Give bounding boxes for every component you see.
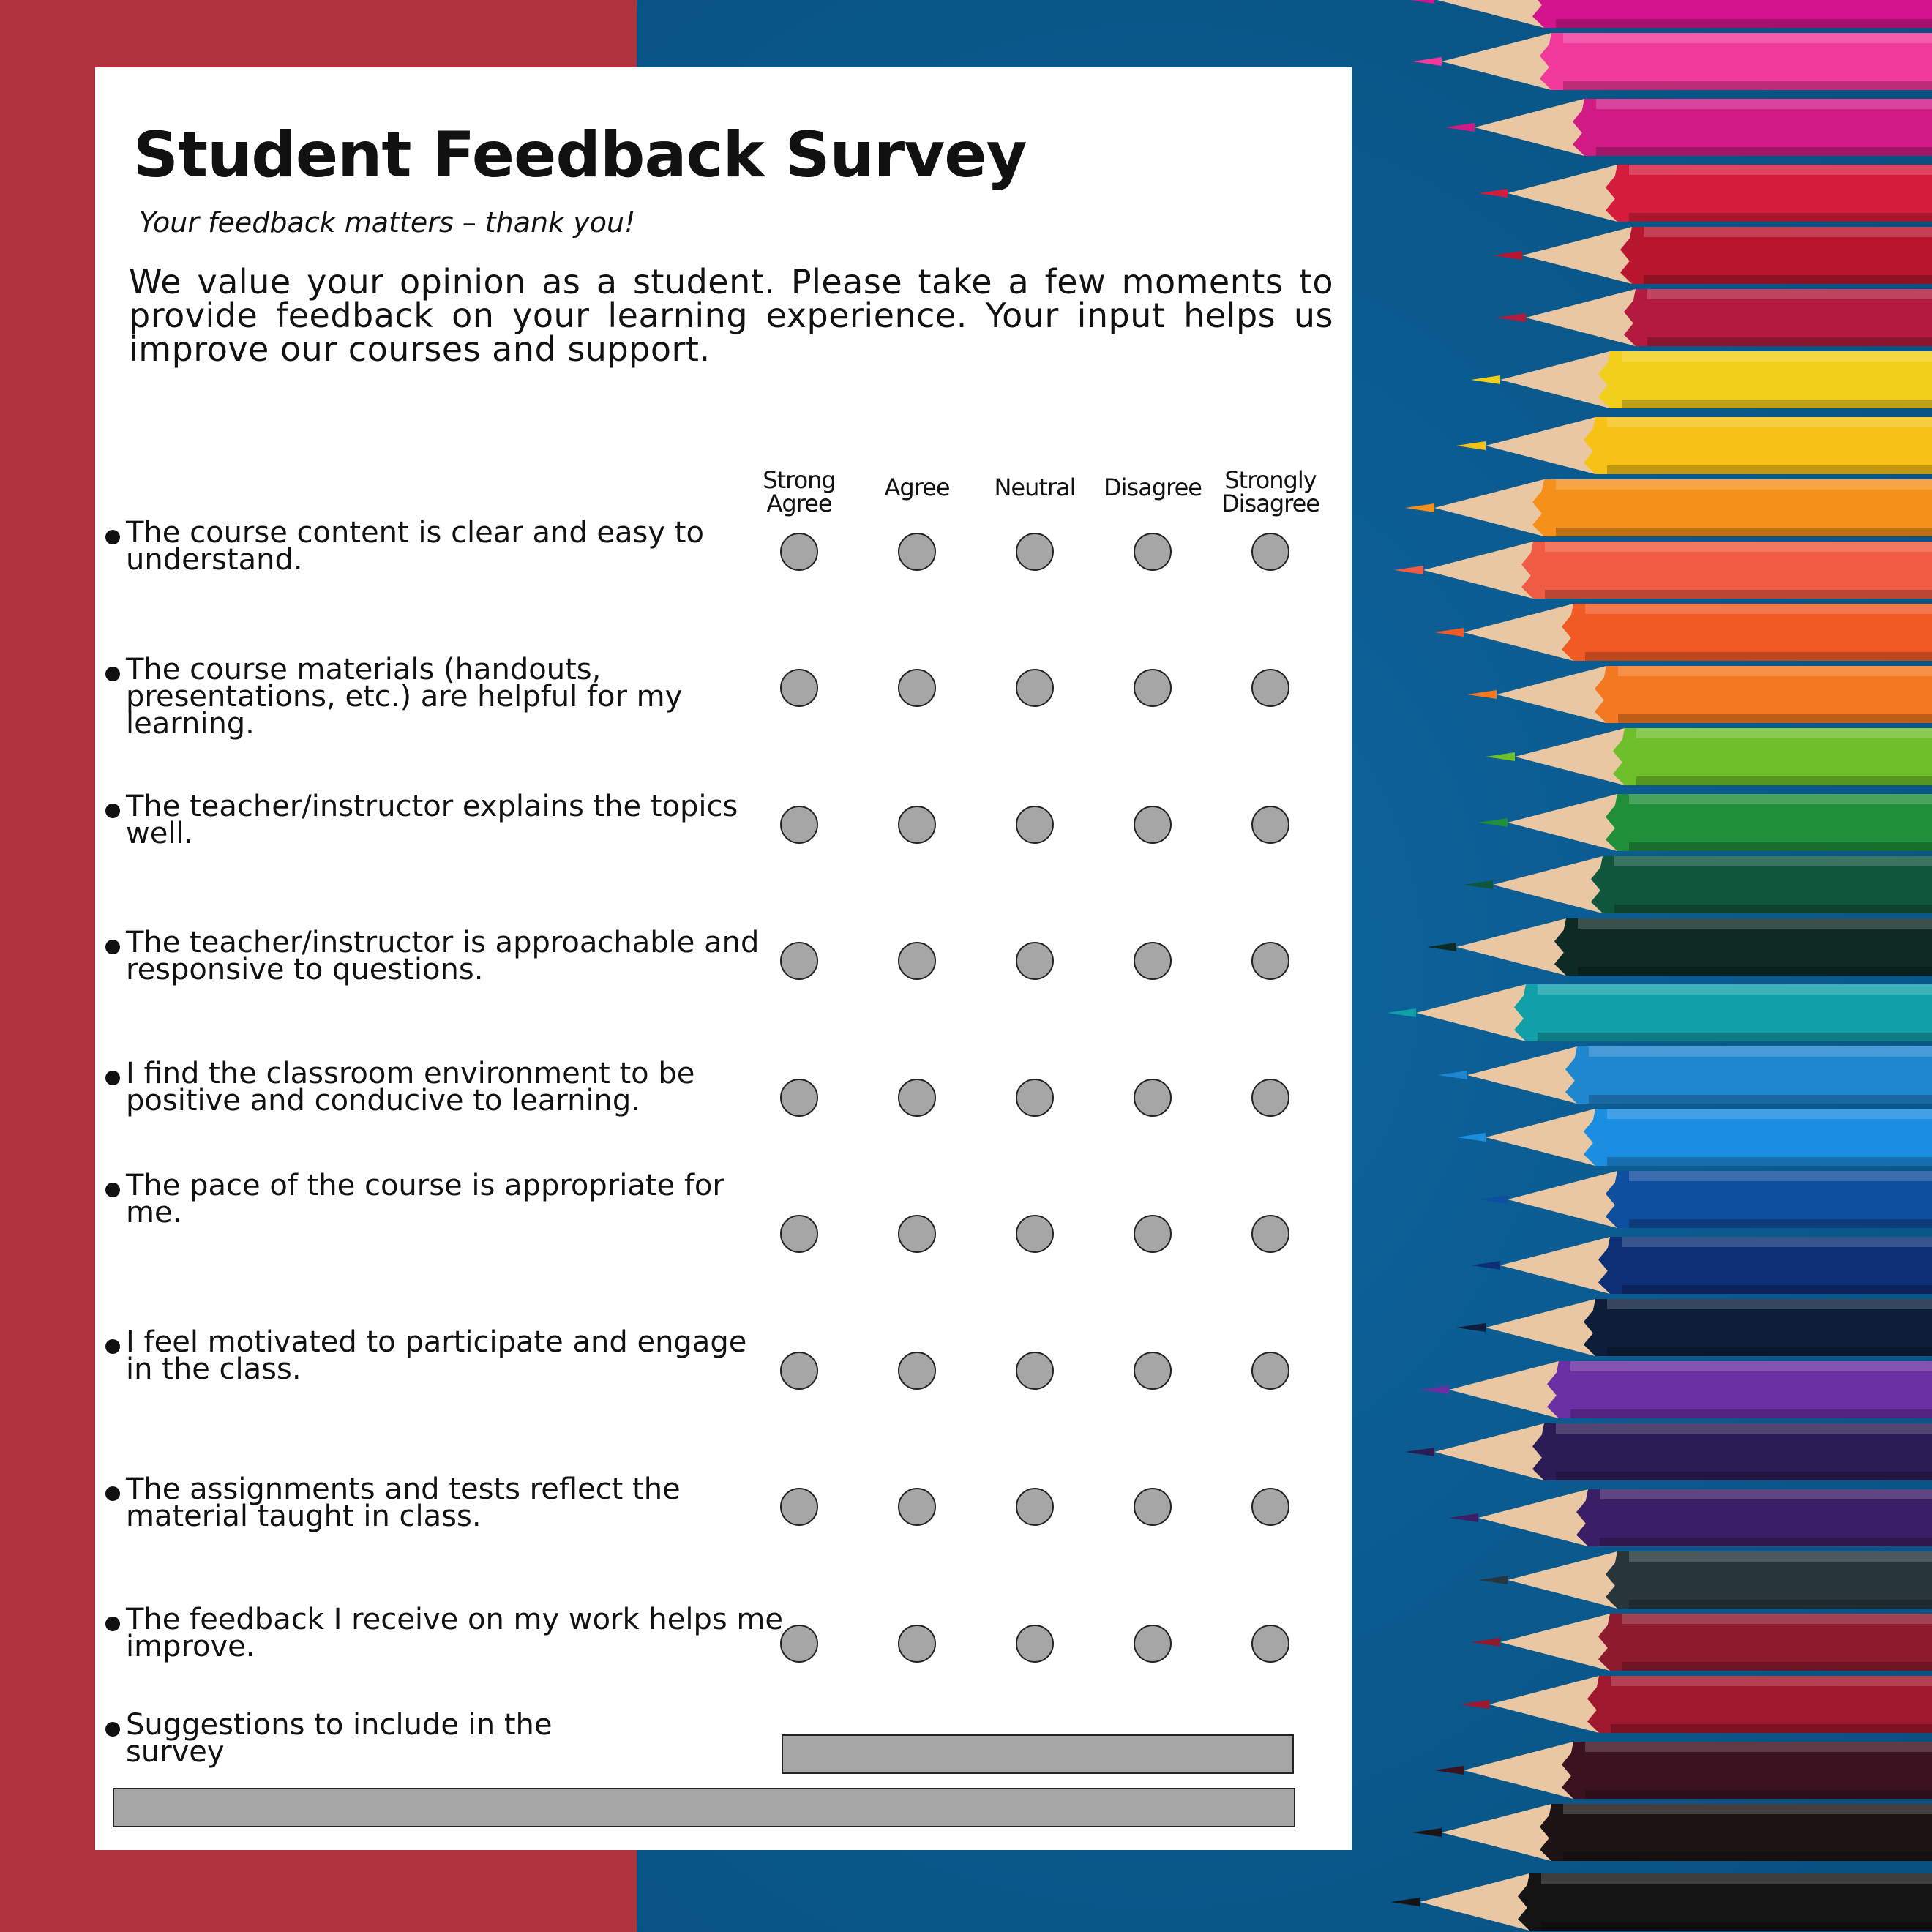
radio-neutral[interactable] <box>1016 1079 1054 1117</box>
bullet-icon <box>105 1183 120 1197</box>
radio-strongly-disagree[interactable] <box>1251 1625 1289 1663</box>
question-item <box>105 653 691 741</box>
radio-agree[interactable] <box>898 942 936 980</box>
bullet-icon <box>105 1486 120 1501</box>
radio-strong-agree[interactable] <box>780 1215 818 1253</box>
radio-agree[interactable] <box>898 669 936 707</box>
radio-agree[interactable] <box>898 533 936 571</box>
radio-neutral[interactable] <box>1016 942 1054 980</box>
question-text: The assignments and tests reflect the material taught in class. <box>126 1472 681 1533</box>
bullet-icon <box>105 1722 120 1737</box>
radio-agree[interactable] <box>898 806 936 844</box>
question-item <box>105 790 764 850</box>
bullet-icon <box>105 1617 120 1631</box>
radio-neutral[interactable] <box>1016 533 1054 571</box>
radio-strongly-disagree[interactable] <box>1251 1079 1289 1117</box>
radio-strong-agree[interactable] <box>780 806 818 844</box>
question-item <box>105 1472 720 1533</box>
bullet-icon <box>105 940 120 954</box>
question-item <box>105 926 808 986</box>
scale-header-neutral: Neutral <box>994 473 1076 501</box>
question-text: The course materials (handouts, presentations, etc.) are helpful for my learning. <box>126 653 683 741</box>
bullet-icon <box>105 1339 120 1354</box>
radio-disagree[interactable] <box>1134 1079 1172 1117</box>
radio-neutral[interactable] <box>1016 669 1054 707</box>
suggestions-item <box>105 1708 574 1769</box>
radio-disagree[interactable] <box>1134 806 1172 844</box>
radio-neutral[interactable] <box>1016 1352 1054 1390</box>
radio-strongly-disagree[interactable] <box>1251 1215 1289 1253</box>
radio-strongly-disagree[interactable] <box>1251 1352 1289 1390</box>
survey-card <box>95 67 1352 1850</box>
radio-neutral[interactable] <box>1016 1488 1054 1526</box>
question-item <box>105 1603 815 1663</box>
radio-neutral[interactable] <box>1016 806 1054 844</box>
radio-strongly-disagree[interactable] <box>1251 942 1289 980</box>
question-item <box>105 516 735 577</box>
scale-header-agree: Agree <box>884 473 950 501</box>
question-text: I feel motivated to participate and engage in the class. <box>126 1325 747 1386</box>
radio-strong-agree[interactable] <box>780 1625 818 1663</box>
intro-paragraph: We value your opinion as a student. Please take a few moments to provide feedback on your learning experience. Your input helps us improve our courses and support. <box>129 262 1333 369</box>
radio-strong-agree[interactable] <box>780 669 818 707</box>
question-item <box>105 1057 735 1117</box>
radio-strongly-disagree[interactable] <box>1251 1488 1289 1526</box>
subtitle: Your feedback matters – thank you! <box>139 206 636 239</box>
bullet-icon <box>105 1071 120 1085</box>
bullet-icon <box>105 530 120 544</box>
question-text: The course content is clear and easy to understand. <box>126 516 704 577</box>
suggestions-input[interactable] <box>782 1734 1294 1774</box>
colored-pencils-image <box>1376 0 1932 1932</box>
suggestions-textarea[interactable] <box>113 1788 1295 1827</box>
radio-strong-agree[interactable] <box>780 942 818 980</box>
radio-strong-agree[interactable] <box>780 1079 818 1117</box>
question-text: The pace of the course is appropriate for me. <box>126 1169 724 1229</box>
radio-disagree[interactable] <box>1134 669 1172 707</box>
radio-strongly-disagree[interactable] <box>1251 533 1289 571</box>
page-title: Student Feedback Survey <box>133 119 1027 192</box>
radio-agree[interactable] <box>898 1352 936 1390</box>
radio-agree[interactable] <box>898 1488 936 1526</box>
radio-agree[interactable] <box>898 1079 936 1117</box>
radio-disagree[interactable] <box>1134 942 1172 980</box>
radio-disagree[interactable] <box>1134 1625 1172 1663</box>
radio-neutral[interactable] <box>1016 1625 1054 1663</box>
bullet-icon <box>105 667 120 681</box>
suggestions-label: Suggestions to include in the survey <box>126 1708 553 1769</box>
radio-agree[interactable] <box>898 1625 936 1663</box>
radio-disagree[interactable] <box>1134 1488 1172 1526</box>
radio-disagree[interactable] <box>1134 1215 1172 1253</box>
scale-header-disagree: Disagree <box>1104 473 1202 501</box>
radio-strong-agree[interactable] <box>780 1352 818 1390</box>
radio-disagree[interactable] <box>1134 533 1172 571</box>
question-text: The feedback I receive on my work helps me improve. <box>126 1603 783 1663</box>
radio-disagree[interactable] <box>1134 1352 1172 1390</box>
question-item <box>105 1325 764 1386</box>
radio-strong-agree[interactable] <box>780 1488 818 1526</box>
question-text: I find the classroom environment to be positive and conducive to learning. <box>126 1057 695 1117</box>
radio-agree[interactable] <box>898 1215 936 1253</box>
question-text: The teacher/instructor explains the topics well. <box>126 790 738 850</box>
scale-header-strong-agree: Strong Agree <box>763 466 836 517</box>
radio-strong-agree[interactable] <box>780 533 818 571</box>
bullet-icon <box>105 804 120 818</box>
scale-header-strongly-disagree: Strongly Disagree <box>1221 466 1319 517</box>
radio-strongly-disagree[interactable] <box>1251 669 1289 707</box>
question-text: The teacher/instructor is approachable and responsive to questions. <box>126 926 760 986</box>
radio-strongly-disagree[interactable] <box>1251 806 1289 844</box>
question-item <box>105 1169 764 1229</box>
radio-neutral[interactable] <box>1016 1215 1054 1253</box>
